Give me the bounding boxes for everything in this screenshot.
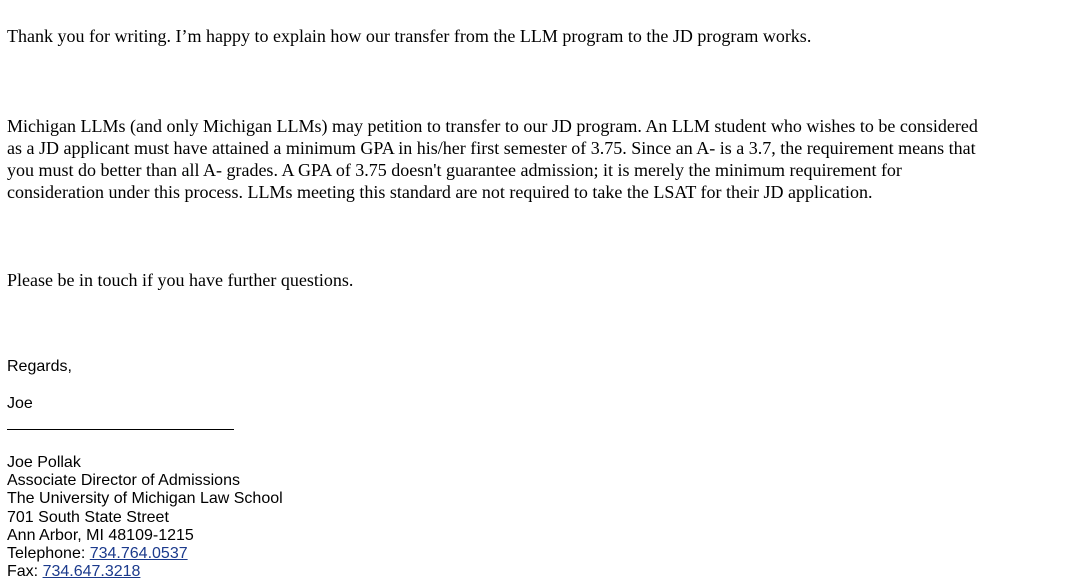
signature-title: Associate Director of Admissions: [7, 472, 240, 490]
telephone-link[interactable]: 734.764.0537: [89, 545, 188, 563]
transfer-policy-paragraph: [7, 115, 978, 203]
paragraph-line: as a JD applicant must have attained a minimum GPA in his/her first semester of 3.75. Since an A- is a 3.7, the requirement means that: [7, 138, 976, 158]
paragraph-line: you must do better than all A- grades. A GPA of 3.75 doesn't guarantee admission; it is merely the minimum requirement for: [7, 160, 902, 180]
signature-name: Joe Pollak: [7, 454, 81, 471]
signoff-name: Joe: [7, 395, 33, 412]
paragraph-line: consideration under this process. LLMs meeting this standard are not required to take the LSAT for their JD application.: [7, 182, 873, 202]
signature-block: [7, 454, 283, 581]
fax-link[interactable]: 734.647.3218: [42, 563, 141, 581]
signature-divider: [7, 429, 234, 430]
greeting-paragraph: Thank you for writing. I’m happy to explain how our transfer from the LLM program to the JD program works.: [7, 26, 812, 46]
closing-paragraph: Please be in touch if you have further questions.: [7, 270, 354, 290]
paragraph-line: Michigan LLMs (and only Michigan LLMs) may petition to transfer to our JD program. An LLM student who wishes to be considered: [7, 116, 978, 136]
fax-label: Fax:: [7, 563, 43, 581]
telephone-label: Telephone:: [7, 545, 90, 563]
signature-city: Ann Arbor, MI 48109-1215: [7, 526, 194, 544]
signature-telephone: [7, 545, 283, 563]
regards-text: Regards,: [7, 358, 72, 375]
signature-organization: The University of Michigan Law School: [7, 490, 283, 508]
signature-street: 701 South State Street: [7, 508, 169, 526]
signature-fax: [7, 563, 283, 581]
